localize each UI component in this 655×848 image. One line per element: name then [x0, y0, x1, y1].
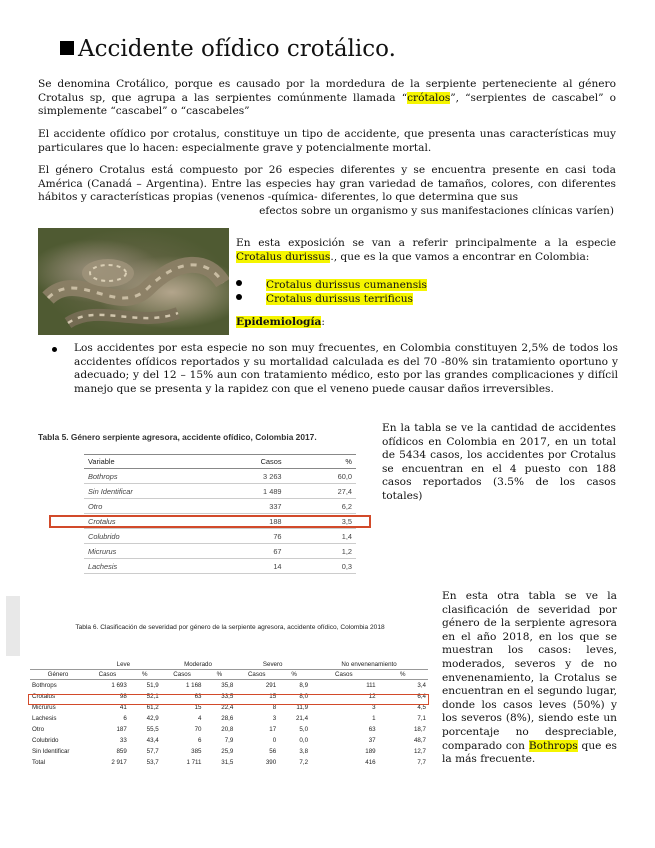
table-cell: 52,1	[146, 693, 159, 700]
table-cell: Otro	[84, 499, 191, 514]
table-5-header: %	[286, 455, 356, 469]
table-cell: 53,7	[146, 759, 159, 766]
table-6-group-header: Leve	[86, 660, 161, 670]
species-list-item	[236, 279, 427, 293]
table-cell: 17	[269, 726, 277, 733]
table-cell: Lachesis	[32, 715, 57, 722]
species-item-2: Crotalus durissus terrificus	[266, 293, 413, 305]
table-cell: 1 489	[191, 484, 286, 499]
square-bullet-icon	[60, 41, 74, 55]
table-cell: Total	[32, 759, 46, 766]
epidemiology-colon: :	[321, 316, 325, 328]
table-cell: 7,9	[224, 737, 234, 744]
table-6-corner	[30, 660, 86, 670]
table-cell: Colubrido	[84, 529, 191, 544]
table-cell: 7,2	[299, 759, 309, 766]
highlight-crotalos: crótalos	[407, 91, 451, 104]
table-cell: 188	[191, 514, 286, 529]
table-cell: 1 168	[185, 682, 202, 689]
epidemiology-heading	[236, 316, 325, 330]
table-cell: Crotalus	[32, 693, 56, 700]
table-5-caption: Tabla 5. Género serpiente agresora, accidente ofídico, Colombia 2017.	[38, 432, 317, 442]
table-6-header: Casos	[235, 670, 278, 680]
table-cell: 41	[119, 704, 127, 711]
table-5-header: Casos	[191, 455, 286, 469]
table-cell: 8,0	[299, 693, 309, 700]
table-cell: 20,8	[221, 726, 234, 733]
table-row	[84, 499, 356, 514]
table-row	[30, 735, 428, 746]
table-cell: 1 693	[111, 682, 127, 689]
table-cell: 8,9	[299, 682, 309, 689]
intro-p1-a: Se denomina Crotálico, porque es causado por la mordedura de la serpiente perteneciente al género Crotalus sp, que agrupa a las serpientes comúnmente llamada “	[38, 78, 616, 104]
rattlesnake-photo	[38, 228, 229, 335]
table-cell: 18,7	[413, 726, 426, 733]
table-cell: 2 917	[111, 759, 127, 766]
bullet-icon	[236, 280, 242, 286]
table-cell: 12	[368, 693, 376, 700]
table-cell: 63	[368, 726, 376, 733]
table-6-caption: Tabla 6. Clasificación de severidad por género de la serpiente agresora, accidente ofídico, Colombia 2018	[75, 624, 385, 631]
table-6-highlight-box	[28, 694, 429, 705]
table-cell: 6,2	[286, 499, 356, 514]
table-cell: 859	[116, 748, 127, 755]
species-list-item	[236, 293, 413, 307]
table-6-group-header: No envenenamiento	[310, 660, 428, 670]
table-cell: 3,5	[286, 514, 356, 529]
table-cell: 57,7	[146, 748, 159, 755]
intro-paragraph-3-cont: efectos sobre un organismo y sus manifestaciones clínicas varíen)	[259, 205, 614, 217]
table-6-header: %	[203, 670, 235, 680]
table-cell: 28,6	[221, 715, 234, 722]
table-cell: 3	[372, 704, 376, 711]
table-cell: Bothrops	[84, 469, 191, 484]
table-cell: 0,3	[286, 559, 356, 574]
table-cell: 27,4	[286, 484, 356, 499]
table-6-text-a: En esta otra tabla se ve la clasificación de severidad por género de la serpiente agresora en el año 2018, en los que se muestran los casos: leves, moderados, severos y de no envenenamiento, la Crotalus se encuentran en el segundo lugar, donde los casos leves (50%) y los severos (8%), siendo este un porcentaje no despreciable, comparado con	[442, 590, 617, 752]
table-row	[30, 713, 428, 724]
table-cell: 3,4	[417, 682, 426, 689]
table-cell: 22,4	[221, 704, 234, 711]
watermark-shape	[6, 596, 20, 656]
table-cell: 3	[272, 715, 277, 722]
table-6-body	[30, 680, 428, 769]
table-cell: 14	[191, 559, 286, 574]
species-p-b: ., que es la que vamos a encontrar en Colombia:	[330, 250, 590, 263]
species-item-1: Crotalus durissus cumanensis	[266, 279, 427, 291]
table-cell: 7,1	[417, 715, 426, 722]
table-cell: 61,2	[146, 704, 159, 711]
table-6-header: %	[129, 670, 161, 680]
table-cell: 35,8	[221, 682, 234, 689]
table-6-header: Género	[30, 670, 86, 680]
snake-illustration	[38, 228, 229, 335]
table-cell: 67	[191, 544, 286, 559]
table-6	[30, 624, 430, 804]
table-cell: 21,4	[295, 715, 309, 722]
table-cell: 291	[265, 682, 277, 689]
table-cell: 3,8	[299, 748, 309, 755]
table-row	[84, 544, 356, 559]
table-cell: 4,5	[417, 704, 426, 711]
table-6-header: Casos	[310, 670, 378, 680]
table-row	[30, 724, 428, 735]
table-cell: 1	[372, 715, 376, 722]
table-cell: 48,7	[413, 737, 426, 744]
bullet-icon	[52, 347, 57, 352]
table-cell: Micrurus	[32, 704, 56, 711]
highlight-crotalus-durissus: Crotalus durissus	[236, 250, 331, 263]
table-row	[30, 746, 428, 757]
table-cell: 31,5	[221, 759, 234, 766]
table-5-highlight-box	[49, 515, 371, 528]
table-cell: 51,9	[146, 682, 159, 689]
intro-paragraph-2: El accidente ofídico por crotalus, constituye un tipo de accidente, que presenta unas características muy particulares que lo hacen: especialmente grave y potencialmente mortal.	[38, 128, 616, 154]
table-cell: 7,7	[417, 759, 426, 766]
table-cell: 33	[119, 737, 127, 744]
table-cell: 6,4	[417, 693, 426, 700]
table-cell: 0,0	[299, 737, 309, 744]
table-5-grid	[84, 454, 356, 574]
table-cell: 55,5	[146, 726, 159, 733]
table-row	[84, 559, 356, 574]
table-cell: 390	[265, 759, 277, 766]
table-cell: 63	[194, 693, 202, 700]
table-cell: 60,0	[286, 469, 356, 484]
table-cell: 189	[365, 748, 376, 755]
table-row	[30, 757, 428, 768]
table-6-description	[442, 590, 617, 767]
table-cell: 70	[194, 726, 202, 733]
species-paragraph	[236, 237, 616, 264]
table-cell: 1 711	[186, 759, 202, 766]
table-cell: 25,9	[221, 748, 234, 755]
table-6-group-header: Moderado	[161, 660, 236, 670]
table-row	[84, 484, 356, 499]
intro-paragraph-1	[38, 78, 616, 119]
table-cell: 6	[123, 715, 127, 722]
intro-p1-b: ”, “serpientes de cascabel” o simplemente “cascabel” o “cascabeles”	[38, 91, 616, 118]
table-cell: 76	[191, 529, 286, 544]
epidemiology-label: Epidemiología	[236, 316, 322, 328]
table-cell: 416	[365, 759, 376, 766]
table-6-group-header: Severo	[235, 660, 310, 670]
table-6-header: %	[278, 670, 310, 680]
table-cell: 43,4	[146, 737, 159, 744]
table-cell: 11,9	[296, 704, 309, 711]
table-cell: 337	[191, 499, 286, 514]
table-cell: 15	[269, 693, 277, 700]
table-cell: 187	[116, 726, 127, 733]
species-p-a: En esta exposición se van a referir principalmente a la especie	[236, 237, 616, 249]
table-5-header: Variable	[84, 455, 191, 469]
page-title	[60, 36, 396, 62]
table-cell: Bothrops	[32, 682, 57, 689]
table-5	[38, 432, 368, 572]
table-6-text-b: que es la más frecuente.	[442, 739, 617, 766]
table-cell: 37	[368, 737, 376, 744]
table-cell: Crotalus	[84, 514, 191, 529]
table-cell: 1,2	[286, 544, 356, 559]
table-cell: 111	[366, 682, 376, 689]
table-cell: Otro	[32, 726, 45, 733]
table-6-header: Casos	[86, 670, 129, 680]
table-row	[84, 529, 356, 544]
intro-paragraph-3: El género Crotalus está compuesto por 26 especies diferentes y se encuentra presente en casi toda América (Canadá – Argentina). Entre las especies hay gran variedad de tamaños, colores, con diferentes hábitos y características propias (venenos -química- diferentes, lo que determina que sus	[38, 164, 616, 204]
table-cell: 56	[269, 748, 277, 755]
table-cell: Sin Identificar	[84, 484, 191, 499]
table-6-header: %	[378, 670, 428, 680]
epidemiology-text: Los accidentes por esta especie no son muy frecuentes, en Colombia constituyen 2,5% de todos los accidentes ofídicos reportados y su mortalidad calculada es del 70 -80% sin tratamiento oportuno y adecuado; y del 12 – 15% aun con tratamiento médico, esto por las grandes complicaciones y difícil manejo que se presenta y la rapidez con que el veneno puede causar daños irreversibles.	[74, 342, 618, 395]
table-cell: 5,0	[299, 726, 309, 733]
table-row	[84, 469, 356, 484]
table-cell: 8	[272, 704, 277, 711]
table-cell: 0	[272, 737, 277, 744]
table-cell: Micrurus	[84, 544, 191, 559]
table-cell: Colubrido	[32, 737, 59, 744]
table-cell: 3 263	[191, 469, 286, 484]
table-row	[30, 680, 428, 692]
table-cell: Lachesis	[84, 559, 191, 574]
table-cell: 6	[198, 737, 202, 744]
bullet-icon	[236, 294, 242, 300]
table-cell: 12,7	[413, 748, 426, 755]
table-cell: 15	[194, 704, 202, 711]
table-5-description: En la tabla se ve la cantidad de accidentes ofídicos en Colombia en 2017, en un total de 5434 casos, los accidentes por Crotalus se encuentran en el 4 puesto con 188 casos reportados (3.5% de los casos totales)	[382, 422, 616, 502]
table-cell: 385	[191, 748, 202, 755]
table-cell: 33,5	[221, 693, 234, 700]
table-cell: Sin Identificar	[32, 748, 70, 755]
table-cell: 42,9	[146, 715, 159, 722]
table-cell: 4	[198, 715, 202, 722]
highlight-bothrops: Bothrops	[528, 739, 578, 752]
table-6-header: Casos	[161, 670, 204, 680]
table-6-grid	[30, 660, 428, 768]
table-cell: 1,4	[286, 529, 356, 544]
title-text: Accidente ofídico crotálico.	[78, 36, 396, 62]
table-cell: 98	[119, 693, 127, 700]
